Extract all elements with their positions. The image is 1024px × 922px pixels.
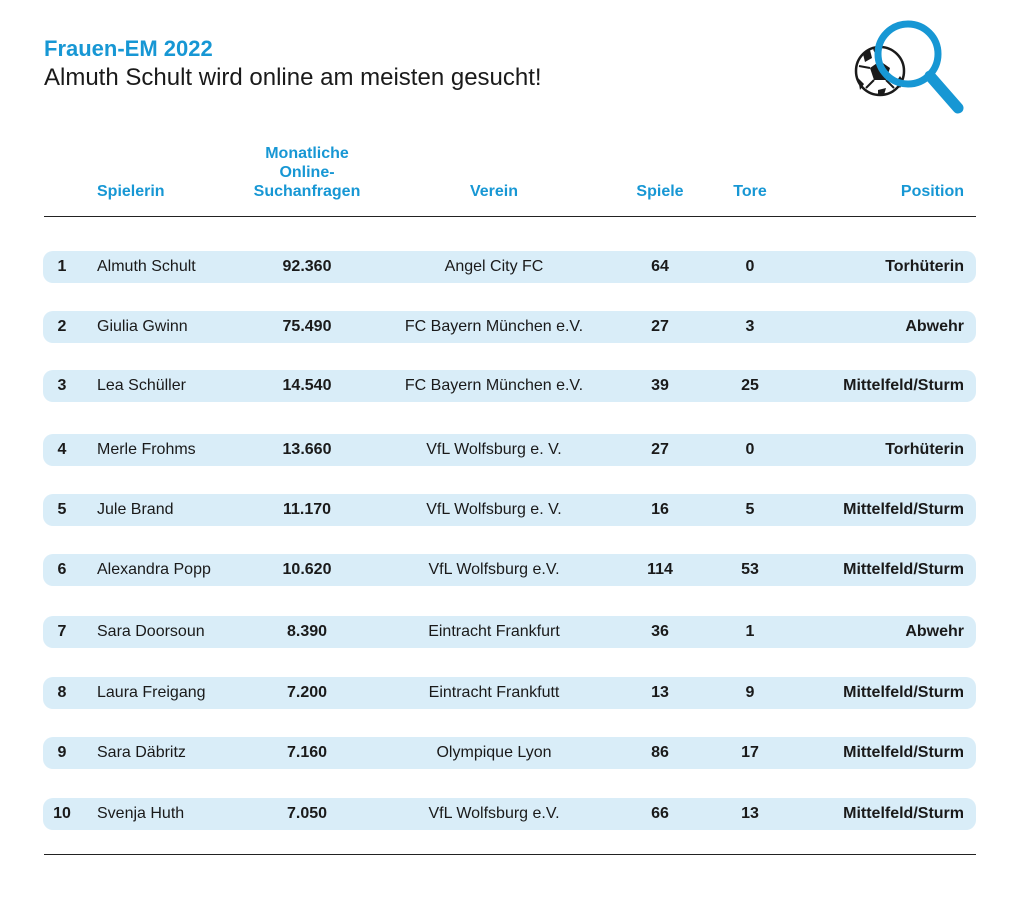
games-cell: 39 [651,377,669,394]
goals-cell: 0 [745,258,755,275]
goals-cell: 1 [745,623,755,640]
games-cell: 13 [651,684,669,701]
searches-cell: 10.620 [282,561,332,578]
rank-cell: 5 [57,501,67,518]
searches-cell: 7.050 [286,805,328,822]
table-row [43,370,976,402]
page-headline: Almuth Schult wird online am meisten gesucht! [44,64,542,91]
table-row [43,311,976,343]
rank-cell: 1 [57,258,67,275]
games-cell: 36 [651,623,669,640]
goals-cell: 13 [741,805,759,822]
club-cell: FC Bayern München e.V. [404,377,584,394]
position-cell: Mittelfeld/Sturm [843,377,964,394]
goals-cell: 5 [745,501,755,518]
header-player: Spielerin [97,183,165,200]
rank-cell: 2 [57,318,67,335]
player-name-cell: Giulia Gwinn [97,318,188,335]
rank-cell: 3 [57,377,67,394]
rank-cell: 8 [57,684,67,701]
table-row [43,677,976,709]
position-cell: Mittelfeld/Sturm [843,561,964,578]
club-cell: FC Bayern München e.V. [404,318,584,335]
header-searches-line3: Suchanfragen [253,183,361,200]
table-row [43,737,976,769]
searches-cell: 13.660 [282,441,332,458]
club-cell: VfL Wolfsburg e. V. [426,441,562,458]
searches-cell: 7.200 [286,684,328,701]
goals-cell: 3 [745,318,755,335]
player-name-cell: Lea Schüller [97,377,186,394]
kicker-title: Frauen-EM 2022 [44,36,213,61]
player-name-cell: Sara Doorsoun [97,623,205,640]
player-name-cell: Jule Brand [97,501,174,518]
club-cell: VfL Wolfsburg e.V. [428,805,560,822]
searches-cell: 75.490 [282,318,332,335]
position-cell: Mittelfeld/Sturm [843,744,964,761]
position-cell: Mittelfeld/Sturm [843,684,964,701]
searches-cell: 7.160 [286,744,328,761]
position-cell: Torhüterin [885,258,964,275]
games-cell: 27 [651,441,669,458]
position-cell: Mittelfeld/Sturm [843,501,964,518]
games-cell: 27 [651,318,669,335]
searches-cell: 8.390 [286,623,328,640]
header-searches-line1: Monatliche [265,145,349,162]
player-name-cell: Laura Freigang [97,684,206,701]
rank-cell: 9 [57,744,67,761]
header-searches [232,144,382,201]
header-searches-line2: Online- [279,164,335,181]
header-divider [44,216,976,217]
header-games: Spiele [636,183,684,200]
games-cell: 86 [651,744,669,761]
club-cell: VfL Wolfsburg e.V. [428,561,560,578]
table-row [43,554,976,586]
footer-divider [44,854,976,855]
position-cell: Abwehr [905,318,964,335]
table-row [43,616,976,648]
rank-cell: 6 [57,561,67,578]
rank-cell: 7 [57,623,67,640]
searches-cell: 11.170 [282,501,332,518]
games-cell: 114 [647,561,673,578]
goals-cell: 17 [741,744,759,761]
header-goals: Tore [733,183,767,200]
club-cell: Eintracht Frankfurt [428,623,560,640]
table-row [43,798,976,830]
header-club: Verein [469,183,519,200]
club-cell: Olympique Lyon [436,744,552,761]
player-name-cell: Merle Frohms [97,441,196,458]
player-name-cell: Svenja Huth [97,805,185,822]
rank-cell: 10 [53,805,71,822]
position-cell: Mittelfeld/Sturm [843,805,964,822]
table-row [43,434,976,466]
position-cell: Abwehr [905,623,964,640]
player-name-cell: Almuth Schult [97,258,196,275]
table-header [0,0,1024,210]
goals-cell: 25 [741,377,759,394]
rank-cell: 4 [57,441,67,458]
searches-cell: 92.360 [282,258,332,275]
games-cell: 16 [651,501,669,518]
table-row [43,494,976,526]
table-row [43,251,976,283]
club-cell: Eintracht Frankfutt [428,684,560,701]
club-cell: Angel City FC [444,258,544,275]
club-cell: VfL Wolfsburg e. V. [426,501,562,518]
position-cell: Torhüterin [885,441,964,458]
goals-cell: 53 [741,561,759,578]
games-cell: 64 [651,258,669,275]
searches-cell: 14.540 [282,377,332,394]
player-name-cell: Alexandra Popp [97,561,211,578]
goals-cell: 9 [745,684,755,701]
player-name-cell: Sara Däbritz [97,744,186,761]
goals-cell: 0 [745,441,755,458]
games-cell: 66 [651,805,669,822]
header-position: Position [900,183,964,200]
